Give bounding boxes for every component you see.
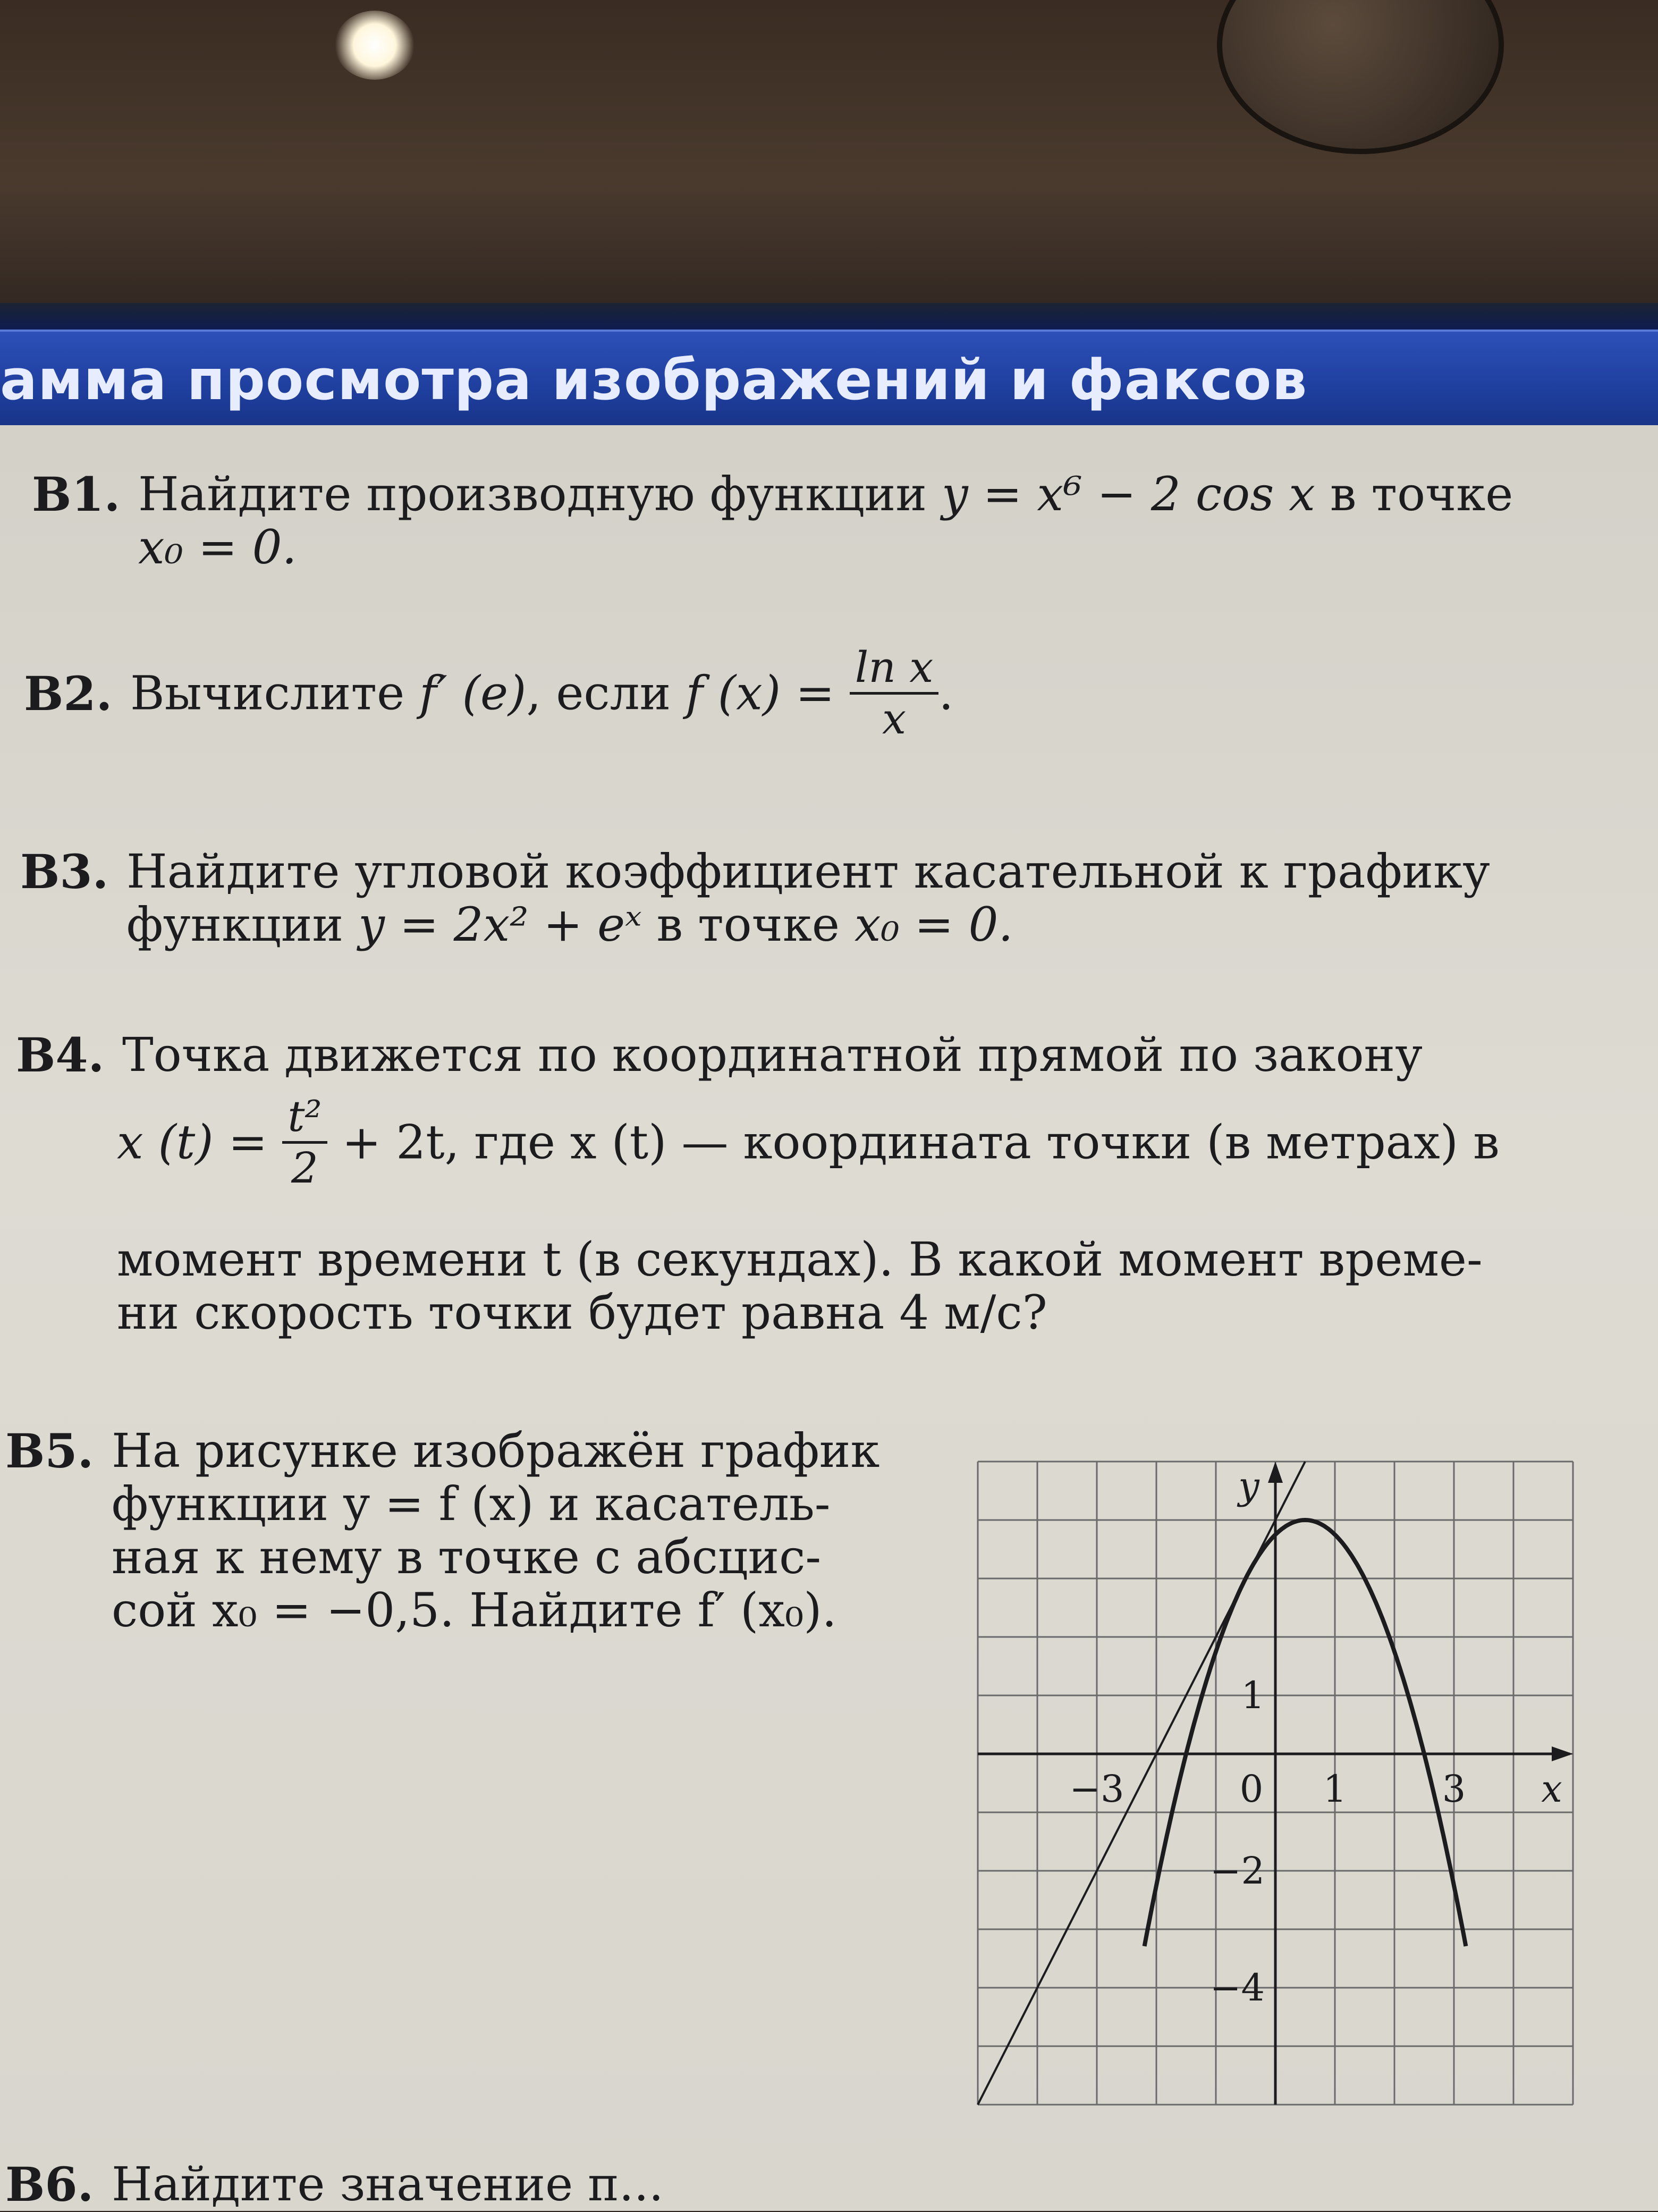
formula: y = 2x² + eˣ	[358, 897, 642, 952]
task-b5	[5, 1424, 951, 1664]
task-number: В3.	[20, 844, 109, 899]
window-title: амма просмотра изображений и факсов	[0, 348, 1308, 412]
y-axis-label: y	[1238, 1464, 1259, 1508]
task-b2	[24, 643, 1618, 765]
x-tick-label: 0	[1239, 1767, 1264, 1811]
task-text: , если	[526, 665, 686, 721]
formula: f′ (e)	[419, 665, 527, 721]
task-number: В2.	[24, 666, 113, 721]
task-text: Найдите производную функции	[138, 467, 942, 521]
task-text: Точка движется по координатной прямой по закону	[122, 1027, 1423, 1082]
formula: x₀ = 0.	[854, 897, 1013, 952]
task-text: в точке	[1315, 467, 1513, 521]
task-text: функции y = f (x) и касатель-	[112, 1476, 831, 1531]
task-text: Вычислите	[130, 665, 420, 721]
task-b4	[16, 1028, 1610, 1358]
task-b3	[20, 845, 1614, 962]
function-graph	[972, 1456, 1578, 2110]
y-tick-label: −4	[1209, 1966, 1265, 2010]
task-text: Найдите значение п...	[112, 2157, 664, 2211]
y-tick-label: −2	[1209, 1849, 1265, 1893]
fraction-numerator: ln x	[850, 643, 939, 695]
formula: y = x⁶ − 2 cos x	[941, 467, 1315, 521]
x-tick-label: −3	[1069, 1767, 1124, 1811]
formula: x (t) =	[117, 1115, 268, 1170]
task-text: + 2t, где x (t) — координата точки (в метрах) в	[342, 1115, 1500, 1170]
task-text: момент времени t (в секундах). В какой момент време-	[117, 1232, 1483, 1287]
tick-labels	[1069, 1464, 1562, 2010]
fraction	[282, 1092, 327, 1193]
fraction	[850, 643, 939, 744]
task-b6	[5, 2158, 1600, 2211]
task-text: На рисунке изображён график	[112, 1423, 880, 1478]
task-b1	[32, 468, 1626, 585]
task-text: сой x₀ = −0,5. Найдите f′ (x₀).	[112, 1583, 837, 1637]
x-axis-label: x	[1541, 1767, 1562, 1811]
task-text: функции	[126, 897, 359, 952]
task-number: В6.	[5, 2157, 94, 2212]
task-number: В1.	[32, 467, 121, 522]
y-axis-arrow	[1268, 1462, 1283, 1483]
x-axis-arrow	[1552, 1746, 1573, 1761]
fraction-numerator: t²	[282, 1092, 327, 1144]
axes	[978, 1462, 1573, 2105]
ceiling-light	[335, 11, 414, 80]
fraction-denominator: 2	[291, 1143, 318, 1193]
y-tick-label: 1	[1241, 1674, 1265, 1717]
x-tick-label: 1	[1323, 1767, 1347, 1811]
fraction-denominator: x	[882, 694, 907, 744]
formula: f (x) =	[686, 665, 835, 721]
task-text: ная к нему в точке с абсцис-	[112, 1530, 822, 1584]
task-number: В5.	[5, 1423, 94, 1479]
task-text: Найдите угловой коэффициент касательной к графику	[126, 844, 1490, 899]
task-text: в точке	[641, 897, 855, 952]
parabola-curve	[1145, 1520, 1466, 1946]
formula: x₀ = 0.	[138, 520, 297, 575]
window-title-bar[interactable]	[0, 330, 1658, 427]
task-text: .	[938, 665, 954, 721]
task-number: В4.	[16, 1027, 105, 1083]
x-tick-label: 3	[1442, 1767, 1466, 1811]
task-text: ни скорость точки будет равна 4 м/с?	[117, 1285, 1047, 1340]
